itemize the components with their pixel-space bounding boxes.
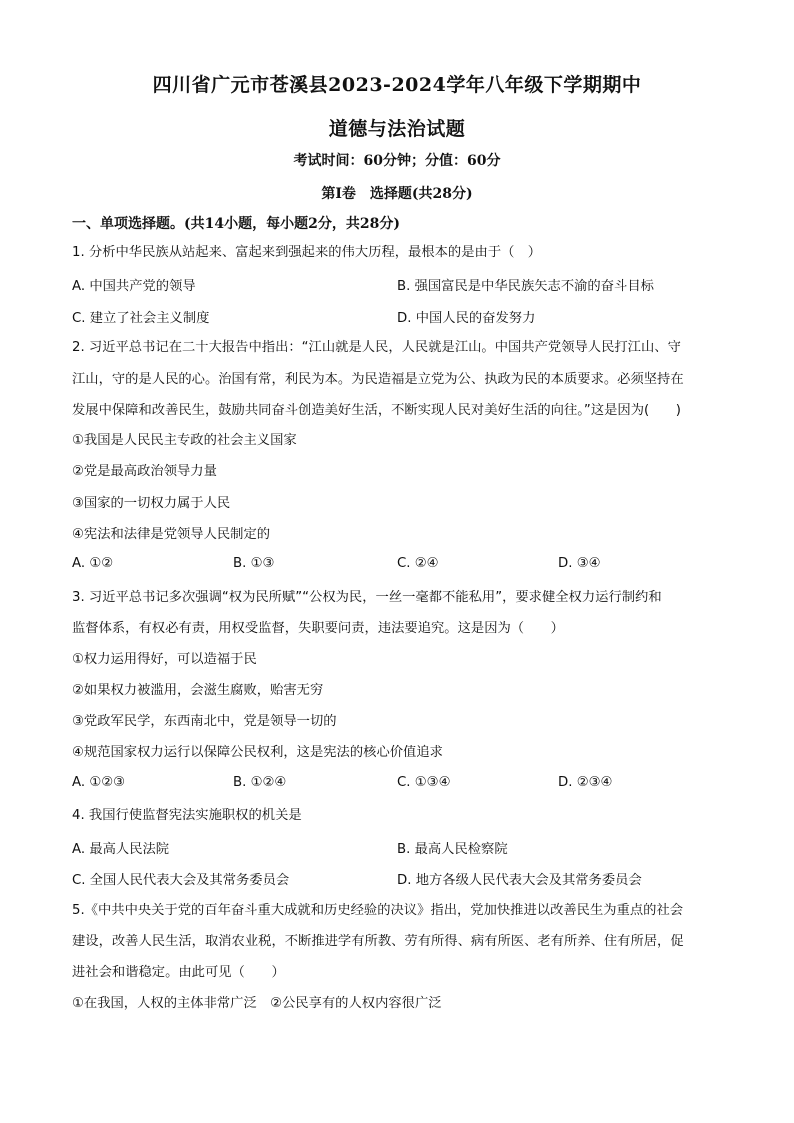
question-2-stem-line: 江山，守的是人民的心。治国有常，利民为本。为民造福是立党为公、执政为民的本质要求。必须坚持在 — [72, 372, 684, 387]
question-1-stem: 1. 分析中华民族从站起来、富起来到强起来的伟大历程，最根本的是由于（ ） — [72, 245, 542, 260]
question-3-statement: ③党政军民学，东西南北中，党是领导一切的 — [72, 714, 337, 729]
question-3-option-a: A. ①②③ — [72, 775, 126, 790]
question-3-stem-line: 监督体系，有权必有责，用权受监督，失职要问责，违法要追究。这是因为（ ） — [72, 621, 564, 636]
question-3-option-c: C. ①③④ — [397, 775, 451, 790]
question-5-stem-line: 5.《中共中央关于党的百年奋斗重大成就和历史经验的决议》指出，党加快推进以改善民生为重点的社会 — [72, 903, 684, 918]
question-2-statement: ④宪法和法律是党领导人民制定的 — [72, 527, 271, 542]
question-4-option-b: B. 最高人民检察院 — [397, 842, 508, 857]
question-1-option-d: D. 中国人民的奋发努力 — [397, 311, 536, 326]
question-4-stem: 4. 我国行使监督宪法实施职权的机关是 — [72, 808, 302, 823]
question-5-stem-line: 进社会和谐稳定。由此可见（ ） — [72, 965, 285, 980]
exam-title: 四川省广元市苍溪县2023-2024学年八年级下学期期中 — [152, 74, 642, 96]
question-1-option-c: C. 建立了社会主义制度 — [72, 311, 210, 326]
question-5-statement: ①在我国，人权的主体非常广泛 ②公民享有的人权内容很广泛 — [72, 996, 442, 1011]
question-3-option-b: B. ①②④ — [233, 775, 287, 790]
question-3-statement: ④规范国家权力运行以保障公民权利，这是宪法的核心价值追求 — [72, 745, 443, 760]
question-4-option-d: D. 地方各级人民代表大会及其常务委员会 — [397, 873, 642, 888]
question-2-option-a: A. ①② — [72, 556, 114, 571]
question-3-stem-line: 3. 习近平总书记多次强调“权为民所赋”“公权为民，一丝一毫都不能私用”，要求健全权力运行制约和 — [72, 590, 662, 605]
question-1-option-b: B. 强国富民是中华民族矢志不渝的奋斗目标 — [397, 279, 654, 294]
question-2-statement: ①我国是人民民主专政的社会主义国家 — [72, 433, 297, 448]
question-3-option-d: D. ②③④ — [558, 775, 613, 790]
question-5-stem-line: 建设，改善人民生活，取消农业税，不断推进学有所教、劳有所得、病有所医、老有所养、住有所居，促 — [72, 934, 684, 949]
question-2-option-b: B. ①③ — [233, 556, 275, 571]
question-4-option-a: A. 最高人民法院 — [72, 842, 170, 857]
question-2-option-c: C. ②④ — [397, 556, 439, 571]
question-2-option-d: D. ③④ — [558, 556, 601, 571]
section-heading: 一、单项选择题。(共14小题，每小题2分，共28分) — [72, 216, 400, 232]
exam-subject: 道德与法治试题 — [328, 118, 466, 140]
question-2-statement: ③国家的一切权力属于人民 — [72, 496, 231, 511]
question-4-option-c: C. 全国人民代表大会及其常务委员会 — [72, 873, 290, 888]
question-2-statement: ②党是最高政治领导力量 — [72, 464, 217, 479]
question-3-statement: ②如果权力被滥用，会滋生腐败，贻害无穷 — [72, 683, 324, 698]
question-2-stem-line: 2. 习近平总书记在二十大报告中指出：“江山就是人民，人民就是江山。中国共产党领导人民打江山、守 — [72, 340, 681, 355]
question-1-option-a: A. 中国共产党的领导 — [72, 279, 196, 294]
exam-info: 考试时间：60分钟；分值：60分 — [293, 153, 501, 169]
volume-heading: 第Ⅰ卷 选择题(共28分) — [321, 186, 473, 202]
question-3-statement: ①权力运用得好，可以造福于民 — [72, 652, 257, 667]
question-2-stem-line: 发展中保障和改善民生，鼓励共同奋斗创造美好生活，不断实现人民对美好生活的向往。”这是因为( ) — [72, 403, 681, 418]
